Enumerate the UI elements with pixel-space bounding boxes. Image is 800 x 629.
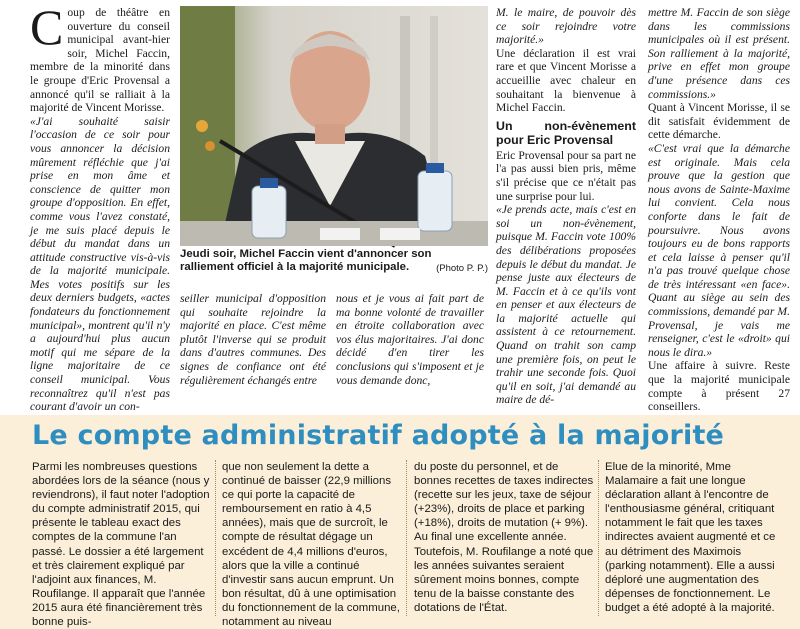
- article2-column-3-text: du poste du personnel, et de bonnes recettes de taxes indirectes (recette sur les jeux, taxe de séjour (+23%), droits de place et parking (+18%), droits de mutation (+ 9%). Au final une excellente année. Toutefois, M. Roufilange a noté que les années suivantes seraient sûrement moins bonnes, compte tenu de la baisse constante des dotations de l'État.: [414, 461, 594, 614]
- article1-column-1: [30, 0, 170, 414]
- column-divider: [215, 460, 216, 616]
- article2-column-1: [32, 460, 212, 629]
- column-4-text-2: Eric Provensal pour sa part ne l'a pas aussi bien pris, même s'il précise que ce n'était pas une surprise pour lui.: [496, 148, 636, 203]
- morisse-quote: «C'est vrai que la démarche est originale. Mais cela prouve que la gestion que nous avons de Sainte-Maxime lui convient. Cela nous conforte dans le fait de poursuivre. Nous avons toujours eu de bons rapports et cela laisse à penser qu'il n'a pas trouvé quelque chose de très intéressant «en face». Quant au siège au sein des commissions, demandé par M. Provensal, je vais me renseigner, c'est le «droit» qui nous le dira.»: [648, 141, 790, 359]
- article2-headline: Le compte administratif adopté à la majorité: [32, 420, 725, 451]
- column-4-text: Une déclaration il est vrai rare et que Vincent Morisse a accueillie avec chaleur en souhaitant la bienvenue à Michel Faccin.: [496, 46, 636, 115]
- quote-end: M. le maire, de pouvoir dès ce soir rejoindre votre majorité.»: [496, 6, 636, 47]
- column-divider: [598, 460, 599, 616]
- photo-credit: (Photo P. P.): [436, 263, 488, 275]
- article1-column-3: [336, 292, 484, 392]
- subheading-provensal: Un non-évènement pour Eric Provensal: [496, 118, 636, 147]
- article2-column-1-text: Parmi les nombreuses questions abordées lors de la séance (nous y reviendrons), il faut noter l'adoption du compte administratif 2015, qui présente le tableau exact des comptes de la commune l'an passé. Le dossier a été largement et très clairement expliqué par l'adjoint aux finances, M. Roufilange. Il apparaît que l'année 2015 aura été financièrement très bonne puis-: [32, 461, 210, 629]
- article1-column-2: [180, 292, 326, 392]
- drop-cap: C: [30, 0, 64, 55]
- column-5-text: Quant à Vincent Morisse, il se dit satisfait évidemment de cette démarche.: [648, 101, 790, 142]
- column-5-text-2: Une affaire à suivre. Reste que la majorité municipale compte à présent 27 conseillers.: [648, 359, 790, 414]
- column-2-text: seiller municipal d'opposition qui souhaite rejoindre la majorité en place. C'est même plutôt l'inverse qui se produit dans d'autres communes. Des signes de confiance ont été régulièrement échangés entre: [180, 292, 326, 387]
- article2-column-4: [605, 460, 785, 620]
- column-3-text: nous et je vous ai fait part de ma bonne volonté de travailler en étroite collaboration avec vos élus majoritaires. J'ai donc décidé d'en tirer les conclusions qui s'imposent et je vous demande donc,: [336, 292, 484, 387]
- photo-caption-text: Jeudi soir, Michel Faccin vient d'annoncer son ralliement officiel à la majorité municipale.: [180, 248, 432, 274]
- article1-column-5: [648, 6, 790, 414]
- article1-column-4: [496, 6, 636, 407]
- article2-column-3: [414, 460, 594, 620]
- portrait-image: [180, 6, 488, 246]
- intro-text: oup de théâtre en ouverture du conseil municipal avant-hier soir, Michel Faccin, membre de la minorité dans le groupe d'Eric Provensal a annoncé qu'il se ralliait à la majorité de Vincent Morisse.: [30, 6, 170, 115]
- provensal-quote-end: mettre M. Faccin de son siège dans les commissions municipales où il est présent. Son ralliement à la majorité, prive en effet mon groupe d'une présence dans ces commissions.»: [648, 6, 790, 101]
- article2-column-4-text: Elue de la minorité, Mme Malamaire a fait une longue déclaration allant à l'encontre de l'enthousiasme général, critiquant notamment le fait que les taxes indirectes avaient augmenté et ce au détriment des Maximois (parking notamment). Elle a aussi déploré une augmentation des dépenses de fonctionnement. Le budget a été adopté à la majorité.: [605, 461, 776, 614]
- article2-column-2-text: que non seulement la dette a continué de baisser (22,9 millions ce qui porte la capacité de remboursement en ratio à 4,5 années), mais que de surcroît, le compte de résultat dégage un excédent de 4,4 millions d'euros, alors que la ville a continué d'investir sans aucun emprunt. Un bon résultat, dû à une optimisation du fonctionnement de la commune, notamment au niveau: [222, 461, 400, 629]
- provensal-quote: «Je prends acte, mais c'est en soi un non-évènement, puisque M. Faccin vote 100% des délibérations proposées depuis le début du mandat. Je pense juste aux électeurs de M. Faccin et à ce qu'ils vont en penser et aux électeurs de la majorité actuelle qui assistent à ce retournement. Quand on trahit son camp une première fois, on peut le trahir une seconde fois. Quoi qu'il en soit, j'ai demandé au maire de dé-: [496, 203, 636, 407]
- photo-michel-faccin: [180, 6, 488, 246]
- article2-column-2: [222, 460, 402, 629]
- column-divider: [406, 460, 407, 616]
- photo-caption: [180, 248, 488, 276]
- faccin-quote: «J'ai souhaité saisir l'occasion de ce soir pour vous annoncer la décision mûrement réfléchie que j'ai prise en mon âme et conscience de quitter mon groupe d'opposition. En effet, comme vous l'avez constaté, je me suis placé depuis le début du mandat dans un attitude constructive vis-à-vis de la majorité municipale. Mes votes positifs sur les deux derniers budgets, «actes fondateurs du fonctionnement municipal», montrent qu'il n'y a aujourd'hui plus aucun motif qui me sépare de la ligne majoritaire de ce conseil municipal. Vous reconnaîtrez qu'il n'est pas courant d'avoir un con-: [30, 114, 170, 414]
